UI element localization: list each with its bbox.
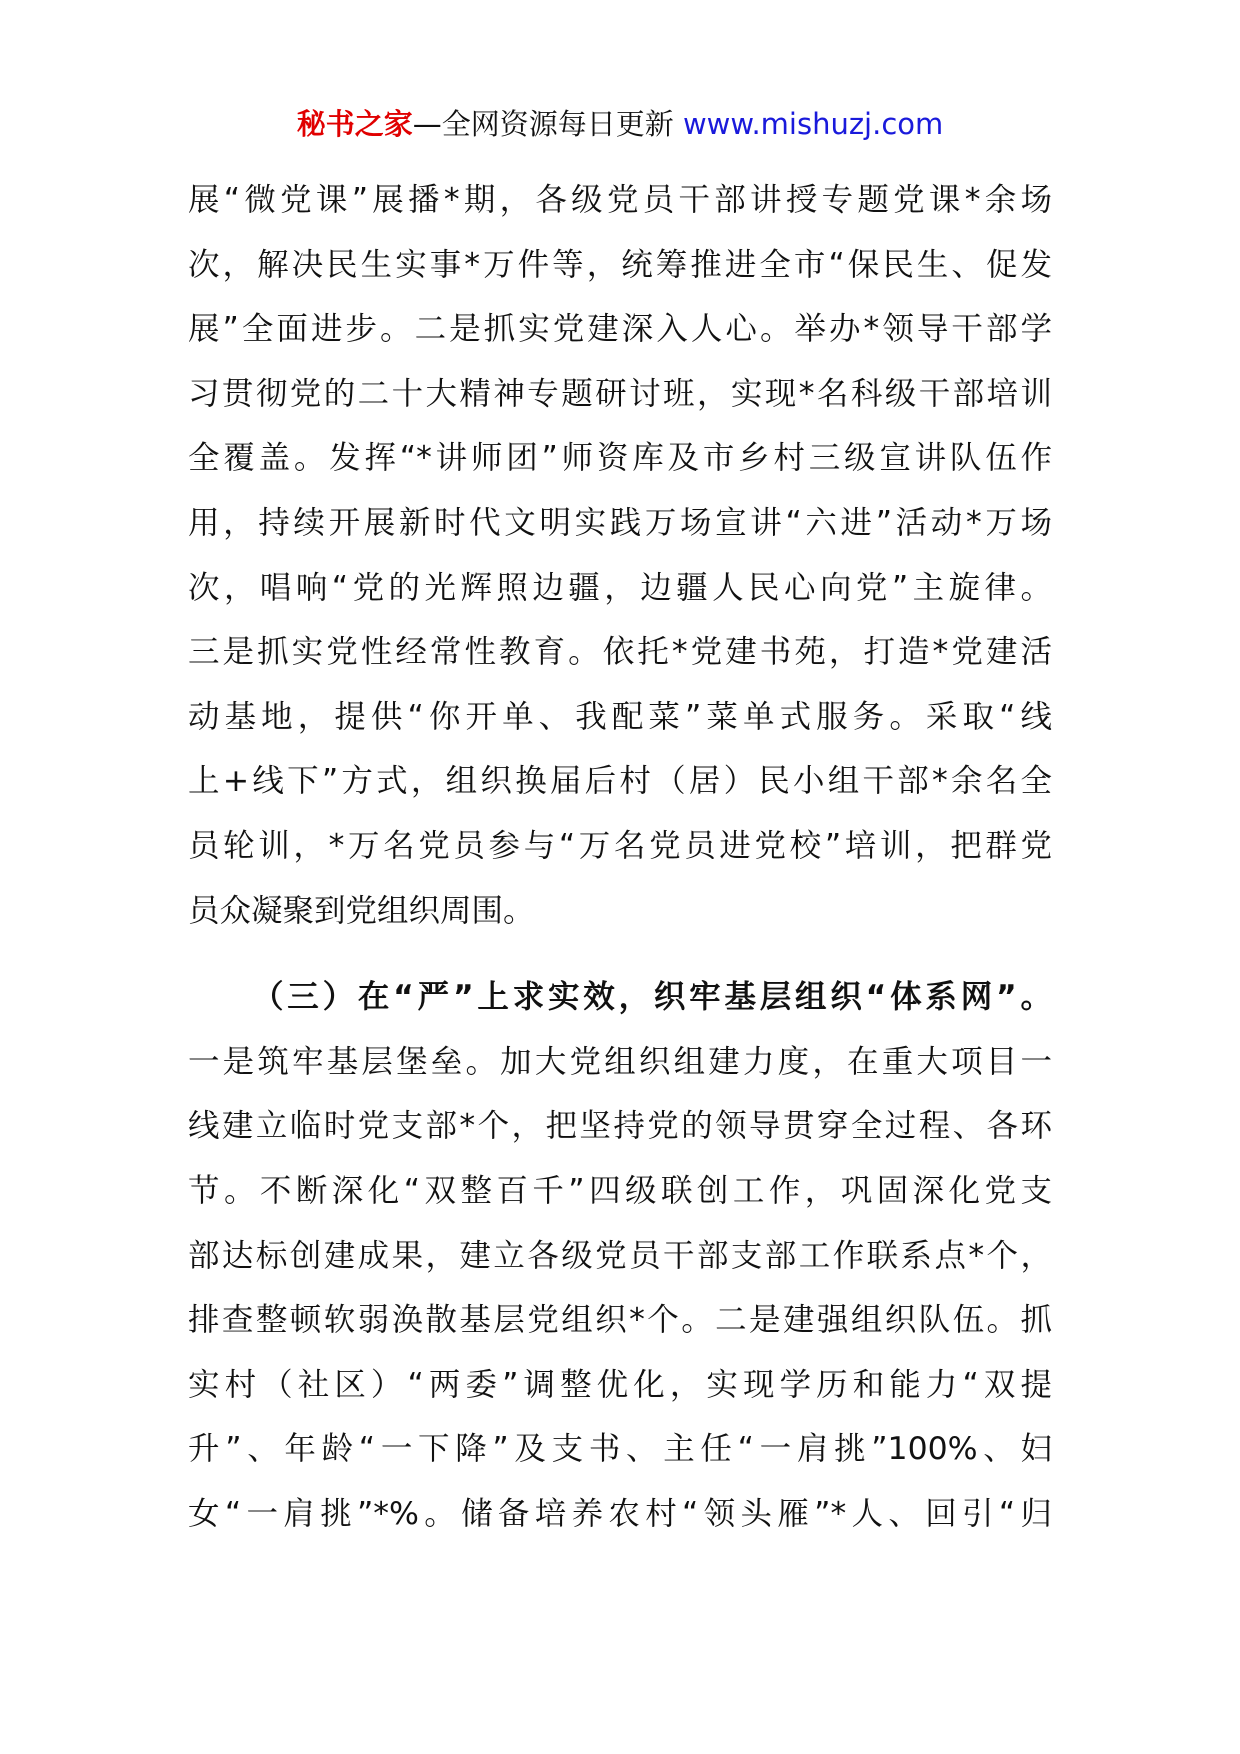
text-line: 员众凝聚到党组织周围。 — [188, 892, 535, 929]
text-line: 展”全面进步。二是抓实党建深入人心。举办*领导干部学 — [188, 311, 1052, 348]
site-url-link[interactable]: www.mishuzj.com — [682, 107, 944, 141]
text-line: 三是抓实党性经常性教育。依托*党建书苑，打造*党建活 — [188, 634, 1052, 671]
text-line: 线建立临时党支部*个，把坚持党的领导贯穿全过程、各环 — [188, 1108, 1052, 1145]
text-line: 实村（社区）“两委”调整优化，实现学历和能力“双提 — [188, 1366, 1052, 1403]
text-line: 习贯彻党的二十大精神专题研讨班，实现*名科级干部培训 — [188, 375, 1052, 412]
text-line: 部达标创建成果，建立各级党员干部支部工作联系点*个， — [188, 1237, 1052, 1274]
text-line: 次，解决民生实事*万件等，统筹推进全市“保民生、促发 — [188, 246, 1052, 283]
text-line: 员轮训，*万名党员参与“万名党员进党校”培训，把群党 — [188, 827, 1052, 864]
text-line: 上+线下”方式，组织换届后村（居）民小组干部*余名全 — [188, 763, 1052, 800]
text-line: 节。不断深化“双整百千”四级联创工作，巩固深化党支 — [188, 1172, 1052, 1209]
text-line: 女“一肩挑”*%。储备培养农村“领头雁”*人、回引“归 — [188, 1495, 1052, 1532]
site-header — [0, 104, 1240, 144]
text-line: 展“微党课”展播*期，各级党员干部讲授专题党课*余场 — [188, 182, 1052, 218]
text-line: 动基地，提供“你开单、我配菜”菜单式服务。采取“线 — [188, 698, 1052, 735]
text-line: 用，持续开展新时代文明实践万场宣讲“六进”活动*万场 — [188, 504, 1052, 541]
text-line: 升”、年龄“一下降”及支书、主任“一肩挑”100%、妇 — [188, 1431, 1052, 1468]
header-tagline: —全网资源每日更新 — [412, 107, 674, 141]
text-line: 全覆盖。发挥“*讲师团”师资库及市乡村三级宣讲队伍作 — [188, 440, 1052, 477]
text-line: 次，唱响“党的光辉照边疆，边疆人民心向党”主旋律。 — [188, 569, 1052, 606]
text-line: 一是筑牢基层堡垒。加大党组织组建力度，在重大项目一 — [188, 1043, 1052, 1080]
brand-name: 秘书之家 — [296, 107, 413, 141]
text-line: 排查整顿软弱涣散基层党组织*个。二是建强组织队伍。抓 — [188, 1302, 1052, 1339]
section-heading: （三）在“严”上求实效，织牢基层组织“体系网”。 — [252, 979, 1052, 1016]
document-body — [188, 168, 1052, 1546]
